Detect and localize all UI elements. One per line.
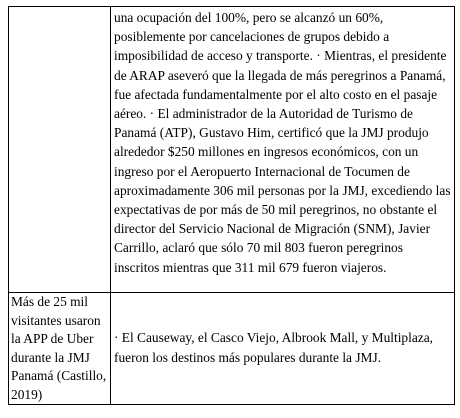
table-cell-left <box>9 7 111 293</box>
content-table <box>8 6 455 405</box>
table-cell-right <box>111 293 455 405</box>
table-row <box>9 293 455 405</box>
table-row <box>9 7 455 293</box>
cell-text: Más de 25 mil visitantes usaron la APP de Uber durante la JMJ Panamá (Castillo, 2019) <box>11 294 107 402</box>
table-cell-right <box>111 7 455 293</box>
cell-text: · El Causeway, el Casco Viejo, Albrook Mall, y Multiplaza, fueron los destinos más populares durante la JMJ. <box>114 330 434 365</box>
table-cell-left <box>9 293 111 405</box>
cell-text: una ocupación del 100%, pero se alcanzó un 60%, posiblemente por cancelaciones de grupos debido a imposibilidad de acceso y transporte. · Mientras, el presidente de ARAP aseveró que la llegada de más peregrinos a Panamá, fue afectada fundamentalmente por el alto costo en el pasaje aéreo. · El administrador de la Autoridad de Turismo de Panamá (ATP), Gustavo Him, certificó que la JMJ produjo alrededor $250 millones en ingresos económicos, con un ingreso por el Aeropuerto Internacional de Tocumen de aproximadamente 306 mil personas por la JMJ, excediendo las expectativas de por más de 50 mil peregrinos, no obstante el director del Servicio Nacional de Migración (SNM), Javier Carrillo, aclaró que sólo 70 mil 803 fueron peregrinos inscritos mientras que 311 mil 679 fueron viajeros. <box>114 10 451 275</box>
